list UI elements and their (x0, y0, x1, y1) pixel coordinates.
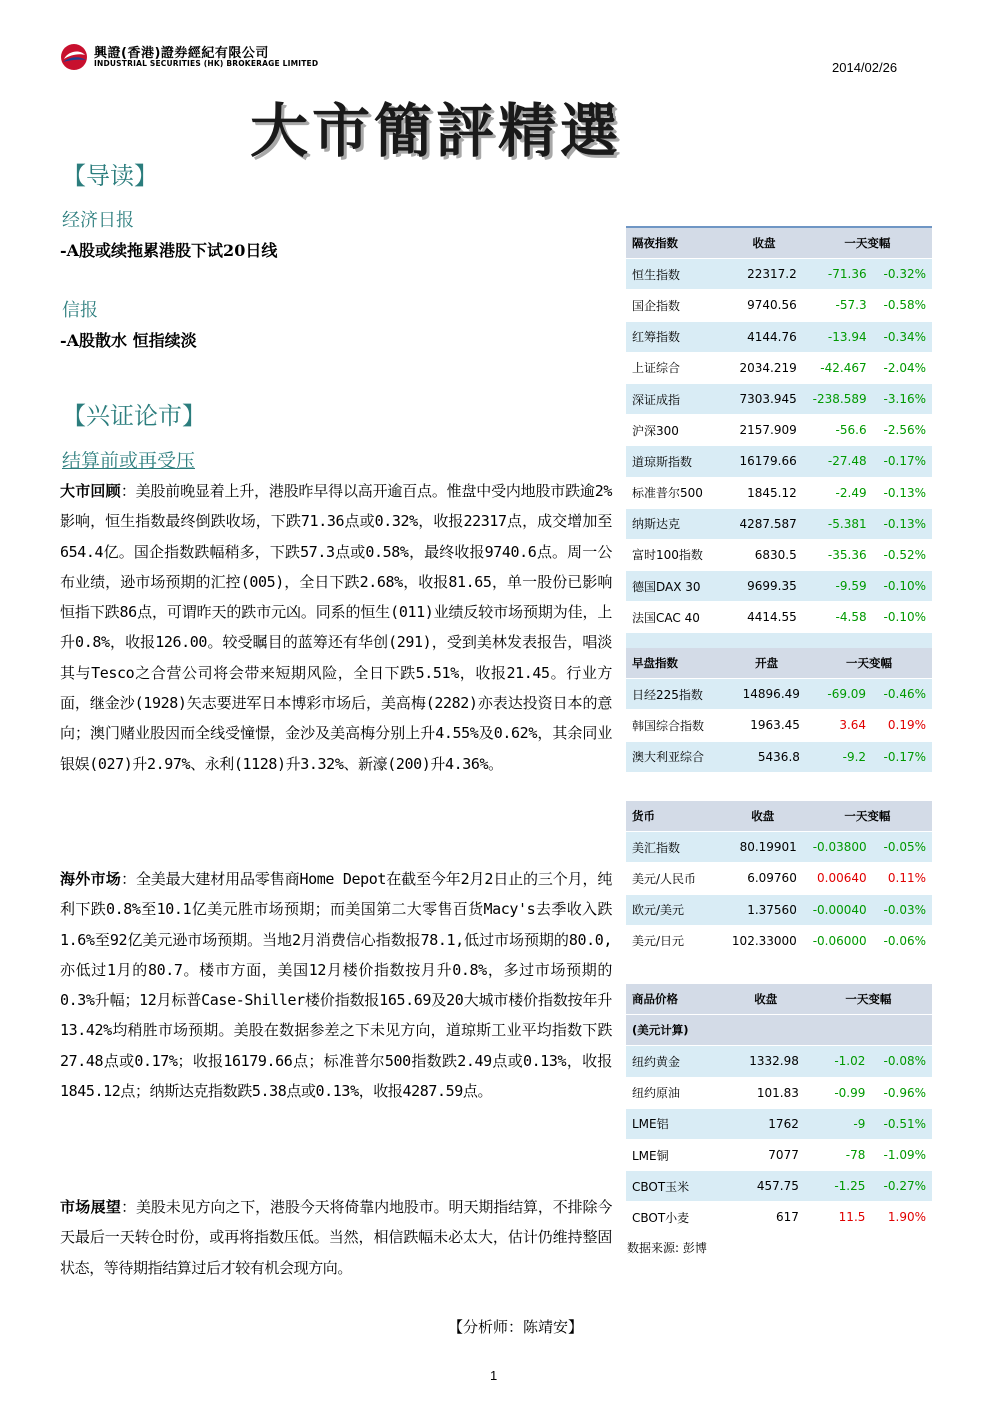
row-label: 法国CAC 40 (626, 602, 725, 633)
header-cell: 商品价格 (626, 984, 727, 1015)
guide-source-1: 经济日报 (62, 210, 134, 231)
guide-headline-1: -A股或续拖累港股下试20日线 (60, 241, 278, 260)
row-label: 恒生指数 (626, 259, 725, 290)
table-row (626, 602, 932, 633)
table-row (626, 710, 932, 741)
close-value: 22317.2 (725, 259, 803, 290)
currency-table (626, 801, 932, 957)
analyst-name: 【分析师：陈靖安】 (448, 1318, 584, 1336)
row-label: LME铝 (626, 1108, 727, 1139)
table-header-row (626, 801, 932, 832)
change-percent: -0.10% (873, 602, 932, 633)
close-value: 7303.945 (725, 383, 803, 414)
close-value: 102.33000 (723, 925, 803, 956)
change-percent: -2.56% (873, 415, 932, 446)
change-percent: -0.96% (871, 1077, 932, 1108)
data-source-note: 数据来源: 彭博 (627, 1241, 707, 1255)
header-cell: 开盘 (727, 648, 806, 679)
change-percent: -0.10% (873, 571, 932, 602)
change-percent: -0.17% (872, 741, 932, 772)
row-label: 富时100指数 (626, 539, 725, 570)
close-value: 2034.219 (725, 352, 803, 383)
guide-source-2: 信报 (62, 300, 98, 321)
row-label: 韩国综合指数 (626, 710, 727, 741)
header-cell: 一天变幅 (806, 648, 932, 679)
change-percent: -0.17% (873, 446, 932, 477)
change-percent: -2.04% (873, 352, 932, 383)
paragraph-text: ：美股前晚显着上升，港股昨早得以高开逾百点。惟盘中受内地股市跌逾2%影响，恒生指数最终倒跌收场，下跌71.36点或0.32%，收报22317点，成交增加至654.4亿。国企指数跌幅稍多，下跌57.3点或0.58%，最终收报9740.6点。周一公布业绩，逊市场预期的汇控(005)，全日下跌2.68%，收报81.65，单一股份已影响恒指下跌86点，可谓昨天的跌市元凶。同系的恒生(011)业绩反较市场预期为佳，上升0.8%，收报126.00。较受瞩目的蓝筹还有华创(291)，受到美林发表报告，唱淡其与Tesco之合营公司将会带来短期风险，全日下跌5.51%，收报21.45。行业方面，继金沙(1928)矢志要进军日本博彩市场后，美高梅(2282)亦表达投资日本的意向；澳门赌业股因而全线受憧憬，金沙及美高梅分别上升4.55%及0.62%，其余同业银娱(027)升2.97%、永利(1128)升3.32%、新濠(200)升4.36%。 (60, 482, 612, 773)
table-row (626, 863, 932, 894)
table-row (626, 925, 932, 956)
change-value: -1.02 (805, 1046, 872, 1077)
table-row (626, 1046, 932, 1077)
company-name-cn: 興證(香港)證券經紀有限公司 (94, 46, 269, 61)
page-number: 1 (490, 1368, 498, 1383)
row-label: 美汇指数 (626, 832, 723, 863)
table-row (626, 446, 932, 477)
table-row (626, 1202, 932, 1233)
guide-headline-2: -A股散水 恒指续淡 (60, 331, 197, 350)
close-value: 9699.35 (725, 571, 803, 602)
header-cell: 收盘 (727, 984, 805, 1015)
row-label: 深证成指 (626, 383, 725, 414)
overnight-index-table (626, 226, 932, 665)
change-percent: -0.51% (871, 1108, 932, 1139)
header-cell: 一天变幅 (803, 227, 932, 259)
change-percent: -0.05% (873, 832, 932, 863)
change-percent: -0.27% (871, 1171, 932, 1202)
change-value: -9 (805, 1108, 872, 1139)
change-value: 11.5 (805, 1202, 872, 1233)
table-header-row (626, 648, 932, 679)
row-label: CBOT玉米 (626, 1171, 727, 1202)
close-value: 2157.909 (725, 415, 803, 446)
row-label: CBOT小麦 (626, 1202, 727, 1233)
row-label: 国企指数 (626, 290, 725, 321)
table-row (626, 1171, 932, 1202)
close-value: 7077 (727, 1139, 805, 1170)
change-percent: -0.32% (873, 259, 932, 290)
row-label: 标准普尔500 (626, 477, 725, 508)
row-label: 道琼斯指数 (626, 446, 725, 477)
change-value: -71.36 (803, 259, 873, 290)
article-title: 结算前或再受压 (62, 450, 196, 472)
close-value: 6830.5 (725, 539, 803, 570)
close-value: 4414.55 (725, 602, 803, 633)
page-title: 大市簡評精選 (250, 97, 623, 165)
row-label: 纽约原油 (626, 1077, 727, 1108)
change-value: -0.00040 (803, 894, 873, 925)
paragraph-text: ：全美最大建材用品零售商Home Depot在截至今年2月2日止的三个月，纯利下跌0.8%至10.1亿美元胜市场预期；而美国第二大零售百货Macy's去季收入跌1.6%至92亿美元逊市场预期。当地2月消费信心指数报78.1,低过市场预期的80.0,亦低过1月的80.7。楼市方面，美国12月楼价指数按月升0.8%，多过市场预期的0.3%升幅；12月标普Case-Shiller楼价指数报165.69及20大城市楼价指数按年升13.42%均稍胜市场预期。美股在数据参差之下未见方向，道琼斯工业平均指数下跌27.48点或0.17%；收报16179.66点；标准普尔500指数跌2.49点或0.13%，收报1845.12点；纳斯达克指数跌5.38点或0.13%，收报4287.59点。 (60, 870, 612, 1101)
row-label: 美元/人民币 (626, 863, 723, 894)
change-value: 3.64 (806, 710, 872, 741)
close-value: 80.19901 (723, 832, 803, 863)
close-value: 457.75 (727, 1171, 805, 1202)
table-row (626, 1139, 932, 1170)
table-row (626, 352, 932, 383)
table-row (626, 321, 932, 352)
close-value: 16179.66 (725, 446, 803, 477)
change-percent: -0.46% (872, 679, 932, 710)
table-row (626, 894, 932, 925)
row-label: 红筹指数 (626, 321, 725, 352)
row-label: LME铜 (626, 1139, 727, 1170)
table-row (626, 1108, 932, 1139)
change-value: -0.99 (805, 1077, 872, 1108)
change-percent: -1.09% (871, 1139, 932, 1170)
header-cell: 一天变幅 (805, 984, 932, 1015)
paragraph-market-review (60, 476, 612, 779)
row-label: 上证综合 (626, 352, 725, 383)
row-label: 德国DAX 30 (626, 571, 725, 602)
subheader-cell: (美元计算) (626, 1015, 727, 1046)
report-date: 2014/02/26 (832, 60, 898, 75)
change-percent: -0.06% (873, 925, 932, 956)
change-value: -57.3 (803, 290, 873, 321)
change-value: -238.589 (803, 383, 873, 414)
change-percent: 0.19% (872, 710, 932, 741)
commentary-heading: 【兴证论市】 (62, 402, 206, 430)
close-value: 1332.98 (727, 1046, 805, 1077)
change-percent: -0.08% (871, 1046, 932, 1077)
change-value: -42.467 (803, 352, 873, 383)
paragraph-label: 大市回顾 (60, 482, 121, 500)
row-label: 欧元/美元 (626, 894, 723, 925)
table-row (626, 571, 932, 602)
header-cell: 收盘 (725, 227, 803, 259)
table-row (626, 508, 932, 539)
change-value: -56.6 (803, 415, 873, 446)
close-value: 4287.587 (725, 508, 803, 539)
change-value: -9.2 (806, 741, 872, 772)
close-value: 617 (727, 1202, 805, 1233)
company-logo (60, 40, 370, 74)
commodity-table (626, 984, 932, 1234)
table-subheader-row (626, 1015, 932, 1046)
paragraph-label: 海外市场 (60, 870, 122, 888)
paragraph-label: 市场展望 (60, 1198, 122, 1216)
paragraph-text: ：美股未见方向之下，港股今天将倚靠内地股市。明天期指结算，不排除今天最后一天转仓时份，或再将指数压低。当然，相信跌幅未必太大，估计仍维持整固状态，等待期指结算过后才较有机会现方向。 (60, 1198, 612, 1277)
row-label: 澳大利亚综合 (626, 741, 727, 772)
header-cell: 早盘指数 (626, 648, 727, 679)
header-cell: 收盘 (723, 801, 803, 832)
close-value: 1845.12 (725, 477, 803, 508)
table-row (626, 415, 932, 446)
change-percent: -0.34% (873, 321, 932, 352)
guide-heading: 【导读】 (62, 162, 158, 190)
row-label: 日经225指数 (626, 679, 727, 710)
change-value: -13.94 (803, 321, 873, 352)
change-value: -78 (805, 1139, 872, 1170)
change-percent: 0.11% (873, 863, 932, 894)
table-row (626, 290, 932, 321)
table-row (626, 832, 932, 863)
change-percent: -3.16% (873, 383, 932, 414)
table-row (626, 259, 932, 290)
close-value: 1.37560 (723, 894, 803, 925)
table-row (626, 539, 932, 570)
paragraph-overseas-market (60, 864, 612, 1106)
change-value: -5.381 (803, 508, 873, 539)
change-value: 0.00640 (803, 863, 873, 894)
change-value: -1.25 (805, 1171, 872, 1202)
change-value: -0.06000 (803, 925, 873, 956)
subheader-cell (727, 1015, 932, 1046)
close-value: 5436.8 (727, 741, 806, 772)
change-value: -35.36 (803, 539, 873, 570)
change-value: -2.49 (803, 477, 873, 508)
close-value: 6.09760 (723, 863, 803, 894)
table-row (626, 1077, 932, 1108)
change-percent: -0.58% (873, 290, 932, 321)
change-percent: -0.13% (873, 508, 932, 539)
table-header-row (626, 984, 932, 1015)
change-percent: -0.52% (873, 539, 932, 570)
row-label: 美元/日元 (626, 925, 723, 956)
header-cell: 一天变幅 (803, 801, 932, 832)
close-value: 1963.45 (727, 710, 806, 741)
change-value: -0.03800 (803, 832, 873, 863)
morning-index-table (626, 648, 932, 773)
change-percent: 1.90% (871, 1202, 932, 1233)
change-percent: -0.03% (873, 894, 932, 925)
company-logo-icon (60, 43, 88, 71)
table-row (626, 679, 932, 710)
row-label: 纽约黄金 (626, 1046, 727, 1077)
company-name-en: INDUSTRIAL SECURITIES (HK) BROKERAGE LIMITED (94, 59, 319, 68)
paragraph-outlook (60, 1192, 612, 1283)
table-header-row (626, 227, 932, 259)
row-label: 沪深300 (626, 415, 725, 446)
header-cell: 货币 (626, 801, 723, 832)
change-percent: -0.13% (873, 477, 932, 508)
change-value: -9.59 (803, 571, 873, 602)
row-label: 纳斯达克 (626, 508, 725, 539)
close-value: 1762 (727, 1108, 805, 1139)
close-value: 9740.56 (725, 290, 803, 321)
close-value: 4144.76 (725, 321, 803, 352)
change-value: -4.58 (803, 602, 873, 633)
table-row (626, 383, 932, 414)
change-value: -27.48 (803, 446, 873, 477)
close-value: 14896.49 (727, 679, 806, 710)
header-cell: 隔夜指数 (626, 227, 725, 259)
table-row (626, 741, 932, 772)
close-value: 101.83 (727, 1077, 805, 1108)
change-value: -69.09 (806, 679, 872, 710)
table-row (626, 477, 932, 508)
